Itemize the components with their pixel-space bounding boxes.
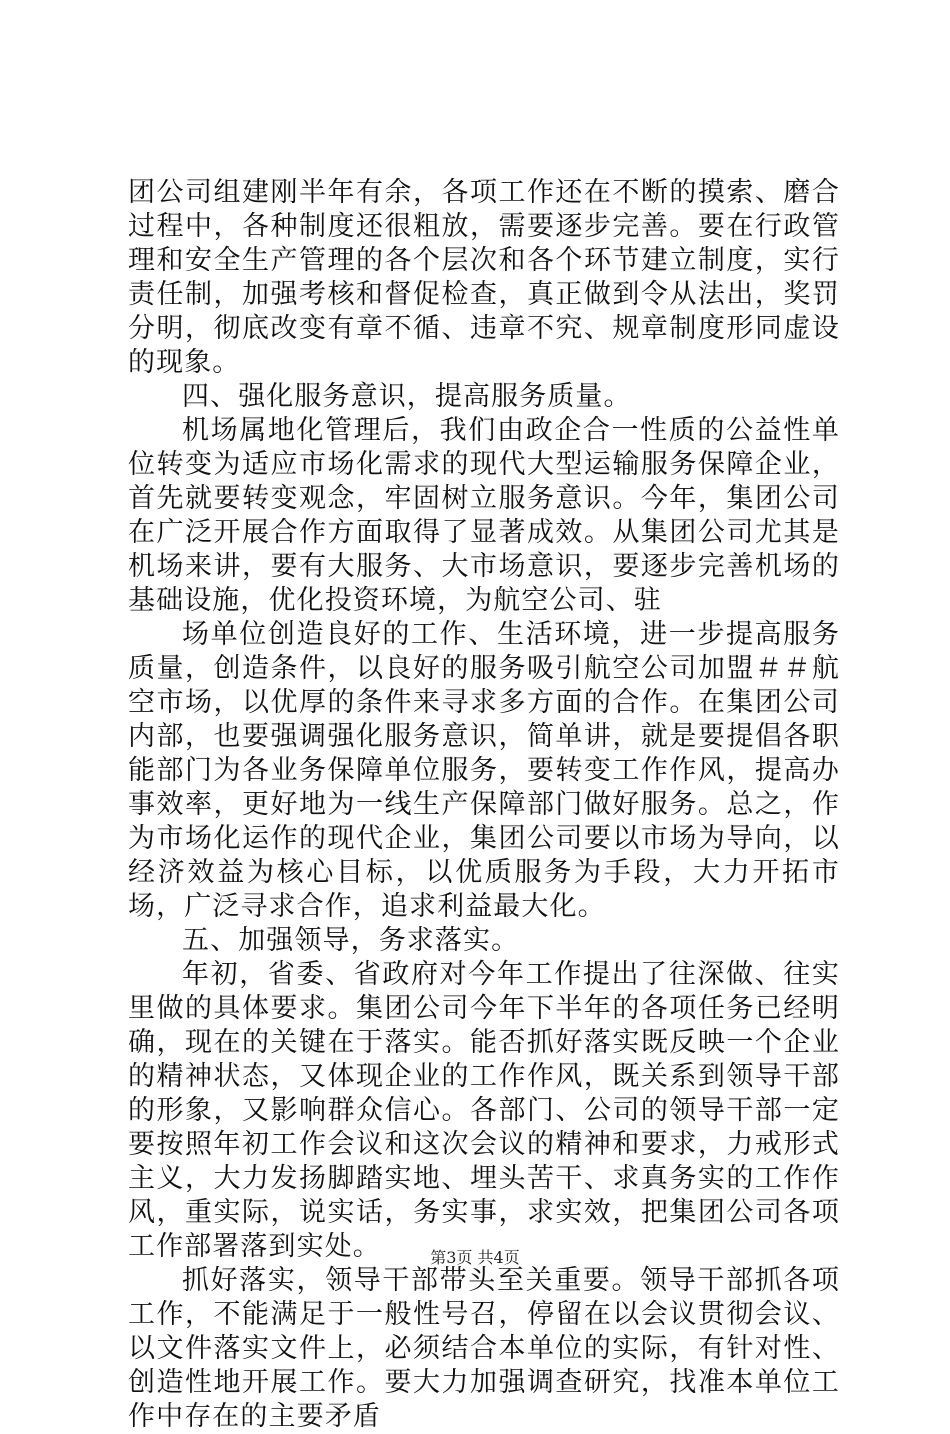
section-heading-4: 四、强化服务意识，提高服务质量。 bbox=[182, 381, 632, 412]
paragraph-4: 年初，省委、省政府对今年工作提出了往深做、往实里做的具体要求。集团公司今年下半年的各项任务已经明确，现在的关键在于落实。能否抓好落实既反映一个企业的精神状态，又体现企业的工作作风，既关系到领导干部的形象，又影响群众信心。各部门、公司的领导干部一定要按照年初工作会议和这次会议的精神和要求，力戒形式主义，大力发扬脚踏实地、埋头苦干、求真务实的工作作风，重实际，说实话，务实事，求实效，把集团公司各项工作部署落到实处。 bbox=[128, 959, 840, 1262]
document-body bbox=[128, 176, 840, 1434]
paragraph-3: 场单位创造良好的工作、生活环境，进一步提高服务质量，创造条件，以良好的服务吸引航空公司加盟＃＃航空市场，以优厚的条件来寻求多方面的合作。在集团公司内部，也要强调强化服务意识，简单讲，就是要提倡各职能部门为各业务保障单位服务，要转变工作作风，提高办事效率，更好地为一线生产保障部门做好服务。总之，作为市场化运作的现代企业，集团公司要以市场为导向，以经济效益为核心目标，以优质服务为手段，大力开拓市场，广泛寻求合作，追求利益最大化。 bbox=[128, 619, 840, 922]
paragraph-1: 团公司组建刚半年有余，各项工作还在不断的摸索、磨合过程中，各种制度还很粗放，需要逐步完善。要在行政管理和安全生产管理的各个层次和各个环节建立制度，实行责任制，加强考核和督促检查，真正做到令从法出，奖罚分明，彻底改变有章不循、违章不究、规章制度形同虚设的现象。 bbox=[128, 177, 840, 378]
section-heading-5: 五、加强领导，务求落实。 bbox=[182, 925, 520, 956]
paragraph-2: 机场属地化管理后，我们由政企合一性质的公益性单位转变为适应市场化需求的现代大型运输服务保障企业，首先就要转变观念，牢固树立服务意识。今年，集团公司在广泛开展合作方面取得了显著成效。从集团公司尤其是机场来讲，要有大服务、大市场意识，要逐步完善机场的基础设施，优化投资环境，为航空公司、驻 bbox=[128, 415, 840, 616]
paragraph-5: 抓好落实，领导干部带头至关重要。领导干部抓各项工作，不能满足于一般性号召，停留在以会议贯彻会议、以文件落实文件上，必须结合本单位的实际，有针对性、创造性地开展工作。要大力加强调查研究，找准本单位工作中存在的主要矛盾 bbox=[128, 1265, 840, 1432]
page-footer: 第3页 共4页 bbox=[430, 1248, 520, 1267]
